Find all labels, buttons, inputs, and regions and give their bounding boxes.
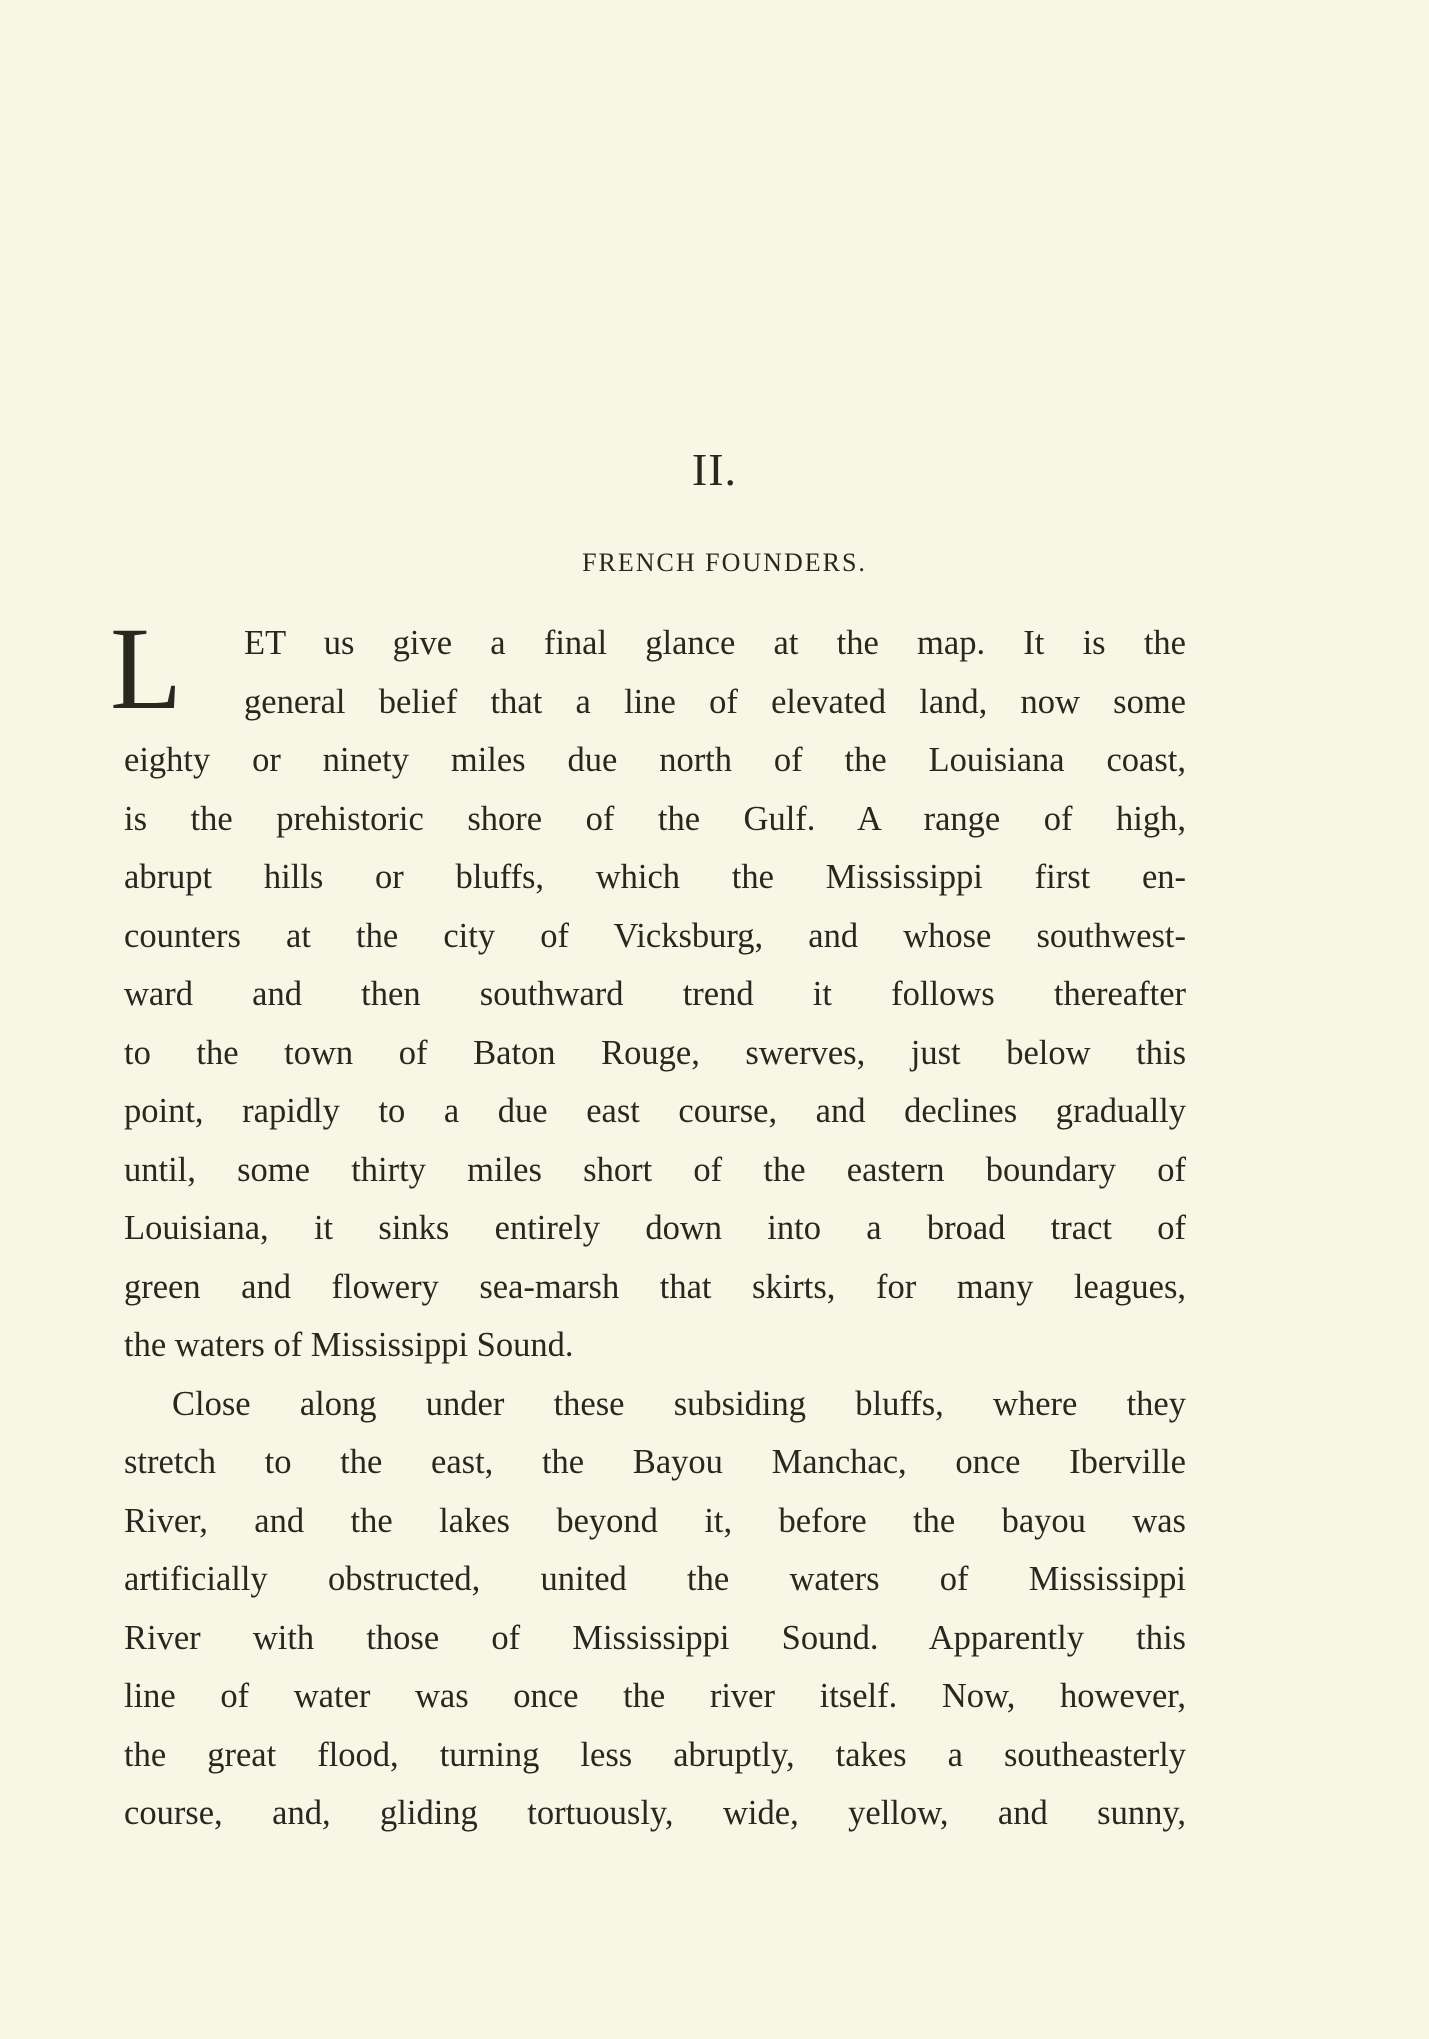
text-line: River, and the lakes beyond it, before the bayou was <box>124 1501 1186 1540</box>
text-line: until, some thirty miles short of the eastern boundary of <box>124 1150 1186 1189</box>
text-line: Close along under these subsiding bluffs, where they <box>172 1384 1186 1423</box>
text-line: stretch to the east, the Bayou Manchac, once Iberville <box>124 1443 1186 1481</box>
body-text <box>124 614 1186 1843</box>
text-line: point, rapidly to a due east course, and declines gradually <box>124 1092 1186 1130</box>
chapter-title: FRENCH FOUNDERS. <box>582 548 867 577</box>
text-line: ET us give a final glance at the map. It is the <box>244 624 1186 662</box>
text-line: Louisiana, it sinks entirely down into a broad tract of <box>124 1209 1186 1247</box>
text-line: to the town of Baton Rouge, swerves, just below this <box>124 1033 1186 1072</box>
drop-cap: L <box>110 603 183 734</box>
text-line: is the prehistoric shore of the Gulf. A range of high, <box>124 799 1186 838</box>
text-line: the great flood, turning less abruptly, takes a southeasterly <box>124 1735 1186 1774</box>
text-line: counters at the city of Vicksburg, and whose southwest- <box>124 916 1186 955</box>
text-line: eighty or ninety miles due north of the Louisiana coast, <box>124 741 1186 779</box>
text-line: green and flowery sea-marsh that skirts, for many leagues, <box>124 1267 1186 1306</box>
text-line: the waters of Mississippi Sound. <box>124 1326 574 1364</box>
text-line: River with those of Mississippi Sound. Apparently this <box>124 1618 1186 1657</box>
text-line: artificially obstructed, united the waters of Mississippi <box>124 1560 1186 1598</box>
text-line: general belief that a line of elevated land, now some <box>244 682 1186 721</box>
text-line: course, and, gliding tortuously, wide, yellow, and sunny, <box>124 1794 1186 1832</box>
text-line: ward and then southward trend it follows thereafter <box>124 975 1186 1013</box>
text-line: abrupt hills or bluffs, which the Mississippi first en- <box>124 858 1186 896</box>
paragraph-1 <box>124 614 1186 1375</box>
paragraph-2 <box>124 1375 1186 1843</box>
chapter-number: II. <box>691 444 738 495</box>
text-line: line of water was once the river itself. Now, however, <box>124 1677 1186 1715</box>
